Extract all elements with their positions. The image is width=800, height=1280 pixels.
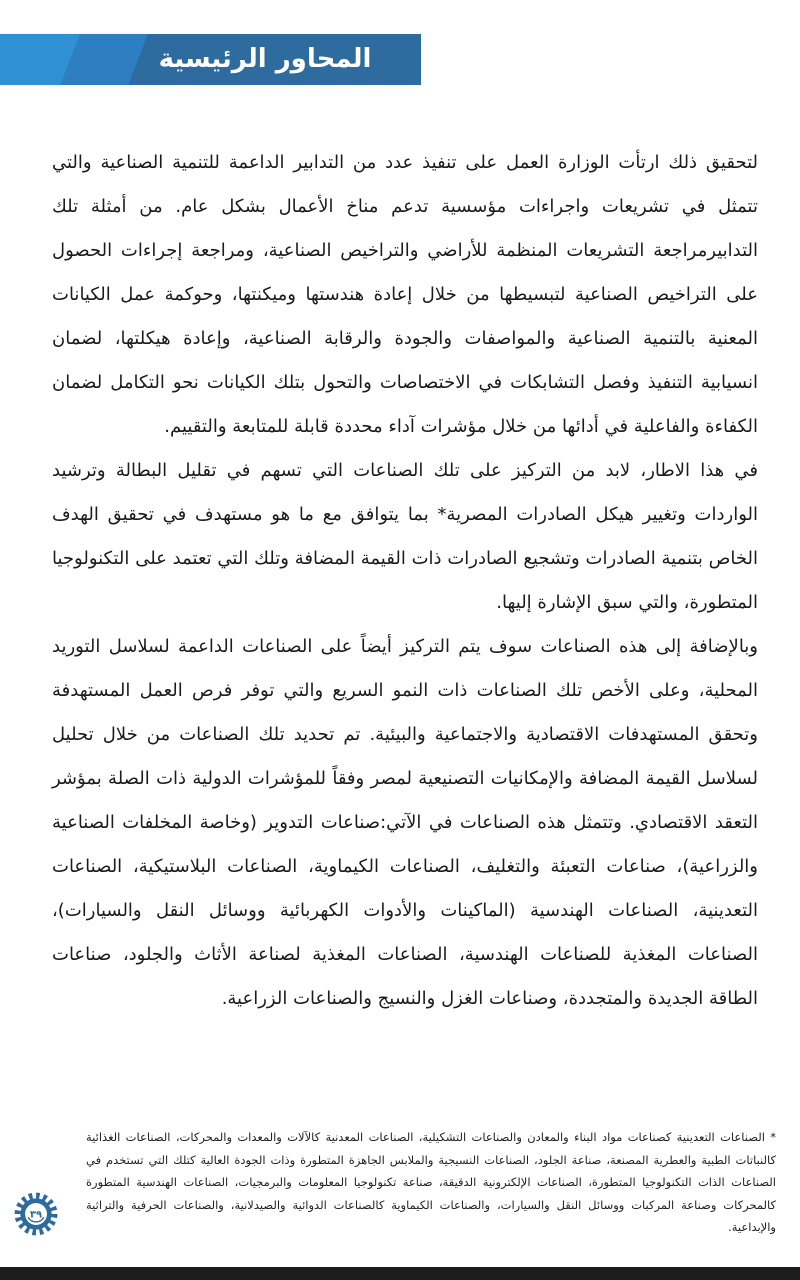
paragraph-supporting-industries: وبالإضافة إلى هذه الصناعات سوف يتم التركيز أيضاً على الصناعات الداعمة لسلاسل التوريد المحلية، وعلى الأخص تلك الصناعات ذات النمو السريع والتي توفر فرص العمل المستهدفة وتحقق المستهدفات الاقتصادية والاجتماعية والبيئية. تم تحديد تلك الصناعات من خلال تحليل لسلاسل القيمة المضافة والإمكانيات التصنيعية لمصر وفقاً للمؤشرات الدولية ذات الصلة بمؤشر التعقد الاقتصادي. وتتمثل هذه الصناعات في الآتي:صناعات التدوير (وخاصة المخلفات الصناعية والزراعية)، صناعات التعبئة والتغليف، الصناعات الكيماوية، الصناعات البلاستيكية، الصناعات التعدينية، الصناعات الهندسية (الماكينات والأدوات الكهربائية ووسائل النقل والسيارات)، الصناعات المغذية للصناعات الهندسية، الصناعات المغذية لصناعة الأثاث والجلود، صناعات الطاقة الجديدة والمتجددة، وصناعات الغزل والنسيج والصناعات الزراعية. — [52, 636, 758, 1009]
bottom-bar — [0, 1267, 800, 1280]
footnote-text: * الصناعات التعدينية كصناعات مواد البناء والمعادن والصناعات التشكيلية، الصناعات المعدنية كالآلات والمعدات والمحركات، الصناعات الغذائية كالنباتات الطبية والعطرية المصنعة، صناعة الجلود، الصناعات النسيجية والملابس الجاهزة المتطورة وذات الجودة العالية كتلك التي تستخدم في الصناعات الذات التكنولوجيا المتطورة، الصناعات الإلكترونية الدقيقة، صناعة تكنولوجيا المعلومات والبرمجيات، الصناعات الهندسية المتطورة كالمحركات وصناعة المركبات ووسائل النقل والسيارات، والصناعات الكيماوية كالصناعات الدوائية والصيدلانية، والصناعات الحرفية والتراثية والإبداعية. — [86, 1130, 776, 1234]
document-body — [52, 141, 758, 1021]
gear-icon — [13, 1191, 59, 1237]
section-header-banner — [0, 34, 421, 85]
paragraph-support-measures: لتحقيق ذلك ارتأت الوزارة العمل على تنفيذ عدد من التدابير الداعمة للتنمية الصناعية والتي تتمثل في تشريعات واجراءات مؤسسية تدعم مناخ الأعمال بشكل عام. من أمثلة تلك التدابيرمراجعة التشريعات المنظمة للأراضي والتراخيص الصناعية، ومراجعة إجراءات الحصول على التراخيص الصناعية لتبسيطها من خلال إعادة هندستها وميكنتها، وحوكمة عمل الكيانات المعنية بالتنمية الصناعية والمواصفات والجودة والرقابة الصناعية، وإعادة هيكلتها، لضمان انسيابية التنفيذ وفصل التشابكات في الاختصاصات والتحول بتلك الكيانات نحو التكامل لضمان الكفاءة والفاعلية في أدائها من خلال مؤشرات آداء محددة قابلة للمتابعة والتقييم. — [52, 152, 758, 437]
section-title: المحاور الرئيسية — [158, 43, 372, 74]
page-number-text: ٣٩ — [29, 1209, 43, 1221]
paragraph-focus-industries: في هذا الاطار، لابد من التركيز على تلك الصناعات التي تسهم في تقليل البطالة وترشيد الواردات وتغيير هيكل الصادرات المصرية* بما يتوافق مع ما هو مستهدف في تحقيق الهدف الخاص بتنمية الصادرات وتشجيع الصادرات ذات القيمة المضافة وتلك التي تعتمد على التكنولوجيا المتطورة، والتي سبق الإشارة إليها. — [52, 460, 758, 613]
page-number-badge — [13, 1191, 59, 1237]
